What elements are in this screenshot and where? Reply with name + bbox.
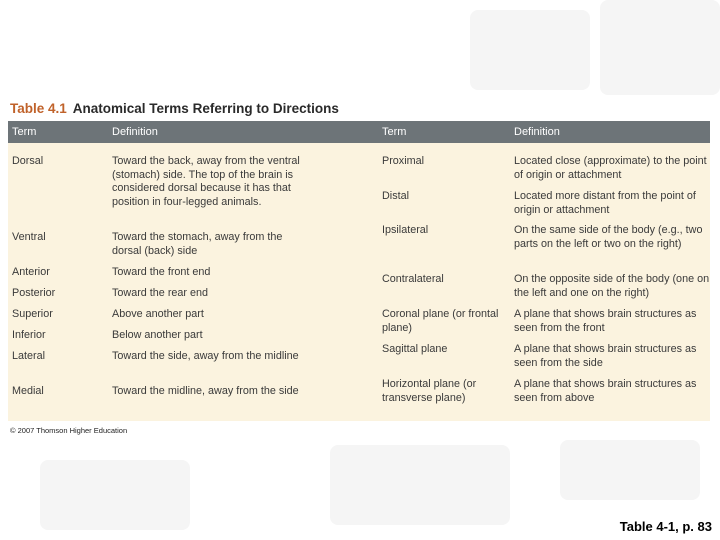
term-cell: Distal [382,190,409,202]
term-cell: Superior [12,308,53,320]
definition-cell: A plane that shows brain structures as seen from the front [514,308,697,334]
term-cell: Anterior [12,266,50,278]
background-decoration [600,0,720,95]
definition-cell: Toward the rear end [112,287,209,299]
table-number: Table 4.1 [10,101,67,116]
definition-cell: A plane that shows brain structures as seen from the side [514,343,697,369]
header-definition-left: Definition [112,126,158,138]
term-cell: Ipsilateral [382,224,429,236]
term-cell: Medial [12,385,44,397]
term-cell: Proximal [382,155,424,167]
term-cell: Coronal plane (or frontal plane) [382,308,499,334]
term-cell: Horizontal plane (or transverse plane) [382,378,477,404]
header-term-right: Term [382,126,407,138]
background-decoration [470,10,590,90]
term-cell: Ventral [12,231,46,243]
definition-cell: Toward the side, away from the midline [112,350,299,362]
table-figure [6,98,714,438]
definition-cell: Toward the stomach, away from the dorsal (back) side [112,231,283,257]
definition-cell: Below another part [112,329,203,341]
definition-cell: Toward the back, away from the ventral (stomach) side. The top of the brain is considered dorsal because it has that position in four-legged animals. [112,155,300,208]
definition-cell: Located more distant from the point of origin or attachment [514,190,696,216]
term-cell: Inferior [12,329,46,341]
slide-caption: Table 4-1, p. 83 [619,519,712,534]
copyright-notice: © 2007 Thomson Higher Education [10,426,128,435]
header-definition-right: Definition [514,126,560,138]
term-cell: Dorsal [12,155,44,167]
definition-cell: A plane that shows brain structures as seen from above [514,378,697,404]
table-name: Anatomical Terms Referring to Directions [72,101,339,116]
term-cell: Contralateral [382,273,444,285]
term-cell: Posterior [12,287,56,299]
table-header-row [8,121,710,143]
term-cell: Lateral [12,350,46,362]
directions-table [8,121,710,421]
background-decoration [40,460,190,530]
term-cell: Sagittal plane [382,343,448,355]
definition-cell: Located close (approximate) to the point of origin or attachment [514,155,707,181]
background-decoration [330,445,510,525]
header-term-left: Term [12,126,37,138]
definition-cell: On the opposite side of the body (one on the left and one on the right) [514,273,710,299]
definition-cell: Above another part [112,308,204,320]
table-title [10,101,339,116]
definition-cell: Toward the front end [112,266,211,278]
background-decoration [560,440,700,500]
definition-cell: On the same side of the body (e.g., two parts on the left or two on the right) [514,224,703,250]
definition-cell: Toward the midline, away from the side [112,385,299,397]
